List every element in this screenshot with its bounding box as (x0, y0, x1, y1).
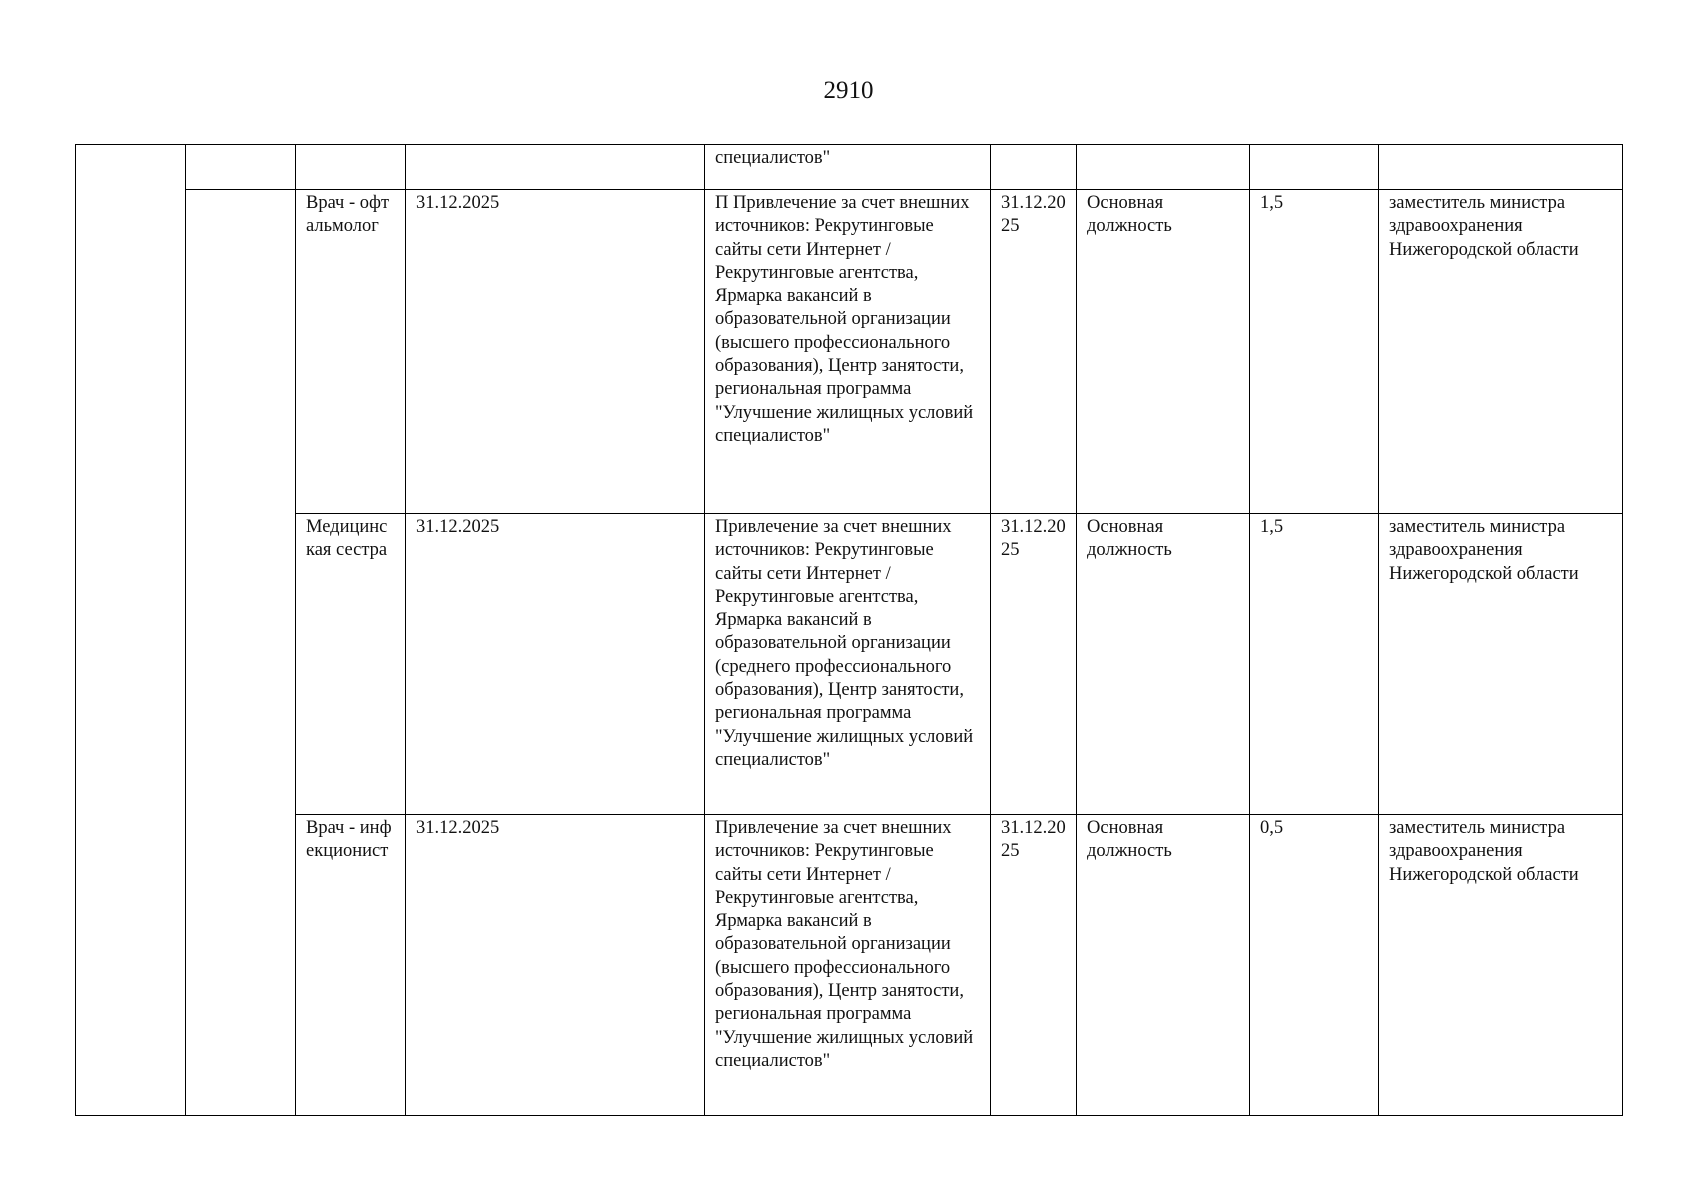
position-cell: Врач - инфекционист (296, 815, 406, 1116)
page-number: 2910 (823, 77, 874, 104)
position-type-cell: Основная должность (1077, 815, 1250, 1116)
empty-cell (186, 190, 296, 1116)
rate-cell: 1,5 (1250, 514, 1379, 815)
measure-cell-continuation: специалистов" (705, 145, 991, 190)
position-type-cell: Основная должность (1077, 514, 1250, 815)
table-row (76, 815, 1623, 1116)
empty-cell (406, 145, 705, 190)
deadline-cell: 31.12.2025 (991, 815, 1077, 1116)
date-cell: 31.12.2025 (406, 190, 705, 514)
empty-cell (1379, 145, 1623, 190)
position-cell: Медицинская сестра (296, 514, 406, 815)
deadline-cell: 31.12.2025 (991, 190, 1077, 514)
table-row (76, 190, 1623, 514)
date-cell: 31.12.2025 (406, 815, 705, 1116)
rate-cell: 1,5 (1250, 190, 1379, 514)
empty-cell (1250, 145, 1379, 190)
position-cell: Врач - офтальмолог (296, 190, 406, 514)
empty-cell (1077, 145, 1250, 190)
table-row (76, 514, 1623, 815)
rate-cell: 0,5 (1250, 815, 1379, 1116)
data-table (75, 144, 1623, 1116)
measure-cell: П Привлечение за счет внешних источников: Рекрутинговые сайты сети Интернет / Рекрутинговые агентства, Ярмарка вакансий в образовательной организации (высшего профессионального образования), Центр занятости, региональная программа "Улучшение жилищных условий специалистов" (705, 190, 991, 514)
empty-cell (991, 145, 1077, 190)
position-type-cell: Основная должность (1077, 190, 1250, 514)
date-cell: 31.12.2025 (406, 514, 705, 815)
table-row-continuation (76, 145, 1623, 190)
measure-cell: Привлечение за счет внешних источников: Рекрутинговые сайты сети Интернет / Рекрутинговые агентства, Ярмарка вакансий в образовательной организации (высшего профессионального образования), Центр занятости, региональная программа "Улучшение жилищных условий специалистов" (705, 815, 991, 1116)
responsible-cell: заместитель министра здравоохранения Нижегородской области (1379, 815, 1623, 1116)
measure-cell: Привлечение за счет внешних источников: Рекрутинговые сайты сети Интернет / Рекрутинговые агентства, Ярмарка вакансий в образовательной организации (среднего профессионального образования), Центр занятости, региональная программа "Улучшение жилищных условий специалистов" (705, 514, 991, 815)
deadline-cell: 31.12.2025 (991, 514, 1077, 815)
empty-cell (76, 145, 186, 1116)
empty-cell (186, 145, 296, 190)
empty-cell (296, 145, 406, 190)
responsible-cell: заместитель министра здравоохранения Нижегородской области (1379, 514, 1623, 815)
responsible-cell: заместитель министра здравоохранения Нижегородской области (1379, 190, 1623, 514)
